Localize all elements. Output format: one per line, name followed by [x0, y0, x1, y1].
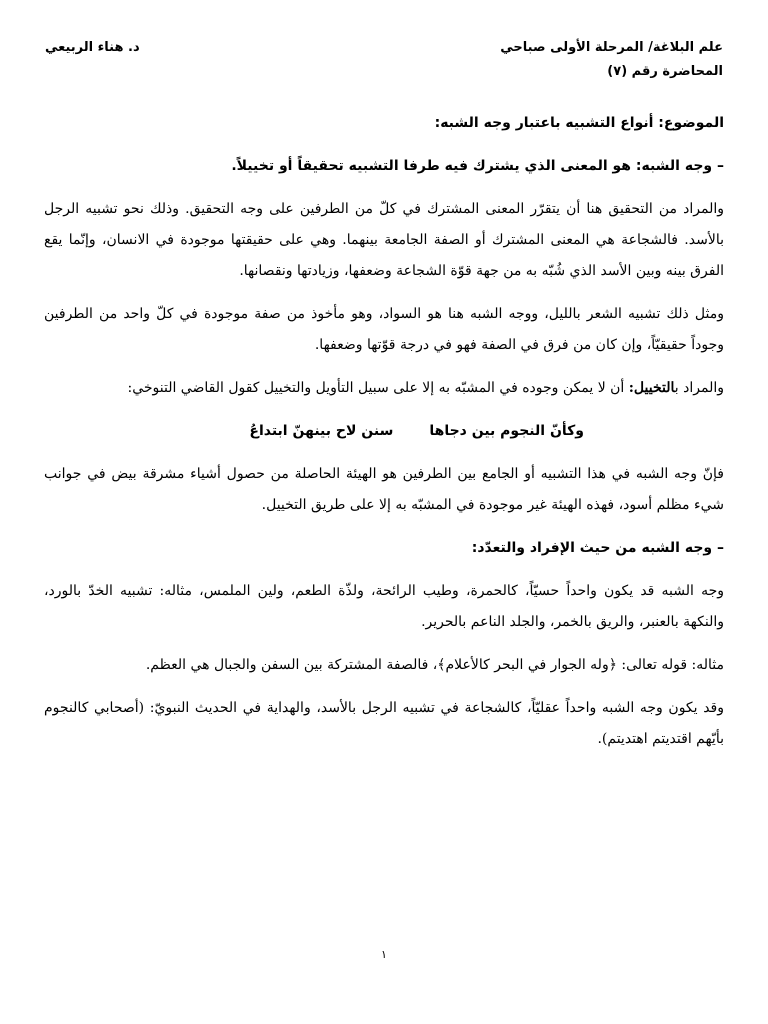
paragraph-imagination: [44, 373, 724, 404]
paragraph-sensory: وجه الشبه قد يكون واحداً حسيّاً، كالحمرة، وطيب الرائحة، ولذّة الطعم، ولين الملمس، مثاله: تشبيه الخدّ بالورد، والنكهة بالعنبر، والريق بالخمر، والجلد الناعم بالحرير.: [44, 583, 724, 630]
page-number: ١: [381, 948, 387, 961]
poetry-verse: [44, 416, 724, 447]
imagination-term: التخييل:: [628, 380, 675, 396]
imagination-rest: أن لا يمكن وجوده في المشبّه به إلا على سبيل التأويل والتخييل كقول القاضي التنوخي:: [127, 380, 629, 396]
paragraph-example-hair: ومثل ذلك تشبيه الشعر بالليل، ووجه الشبه هنا هو السواد، وهو مأخوذ من صفة موجودة في كلّ واحد من الطرفين وجوداً حقيقيّاً، وإن كان من فرق في الصفة فهو في درجة قوّتها وضعفها.: [44, 306, 724, 353]
paragraph-quran-example: مثاله: قوله تعالى: ﴿وله الجوار في البحر كالأعلام﴾، فالصفة المشتركة بين السفن والجبال هي العظم.: [145, 657, 724, 673]
paragraph-verse-explanation: فإنّ وجه الشبه في هذا التشبيه أو الجامع بين الطرفين هو الهيئة الحاصلة من حصول أشياء مشرقة بيض في جوانب شيء مظلم أسود، فهذه الهيئة غير موجودة في المشبّه به إلا على طريق التخييل.: [44, 466, 724, 513]
section-heading-singular-multiple: – وجه الشبه من حيث الإفراد والتعدّد:: [471, 540, 724, 556]
verse-first-hemistich: وكأنّ النجوم بين دجاها: [429, 423, 584, 439]
paragraph-intellectual: وقد يكون وجه الشبه واحداً عقليّاً، كالشجاعة في تشبيه الرجل بالأسد، والهداية في الحديث النبويّ: (أصحابي كالنجوم بأيّهم اقتديتم اهتديتم).: [44, 700, 724, 747]
lecture-body: [44, 108, 724, 767]
author-name: د. هناء الربيعي: [45, 40, 140, 55]
paragraph-realization: والمراد من التحقيق هنا أن يتقرّر المعنى المشترك في كلّ من الطرفين على وجه التحقيق. وذلك نحو تشبيه الرجل بالأسد. فالشجاعة هي المعنى المشترك أو الصفة الجامعة بينهما. وهي على حقيقتها موجودة في الانسان، وإنّما يقع الفرق بينه وبين الأسد الذي شُبّه به من جهة قوّة الشجاعة وضعفها، وزيادتها ونقصانها.: [44, 201, 724, 279]
verse-second-hemistich: سنن لاح بينهنّ ابتداعُ: [249, 423, 394, 439]
page-header: [45, 40, 723, 88]
definition-heading: – وجه الشبه: هو المعنى الذي يشترك فيه طرفا التشبيه تحقيقاً أو تخييلاً.: [231, 158, 724, 174]
topic-heading: الموضوع: أنواع التشبيه باعتبار وجه الشبه:: [434, 115, 724, 131]
course-title: علم البلاغة/ المرحلة الأولى صباحي: [500, 40, 723, 55]
imagination-prefix: والمراد ب: [674, 380, 724, 396]
lecture-number: المحاضرة رقم (٧): [607, 64, 723, 79]
